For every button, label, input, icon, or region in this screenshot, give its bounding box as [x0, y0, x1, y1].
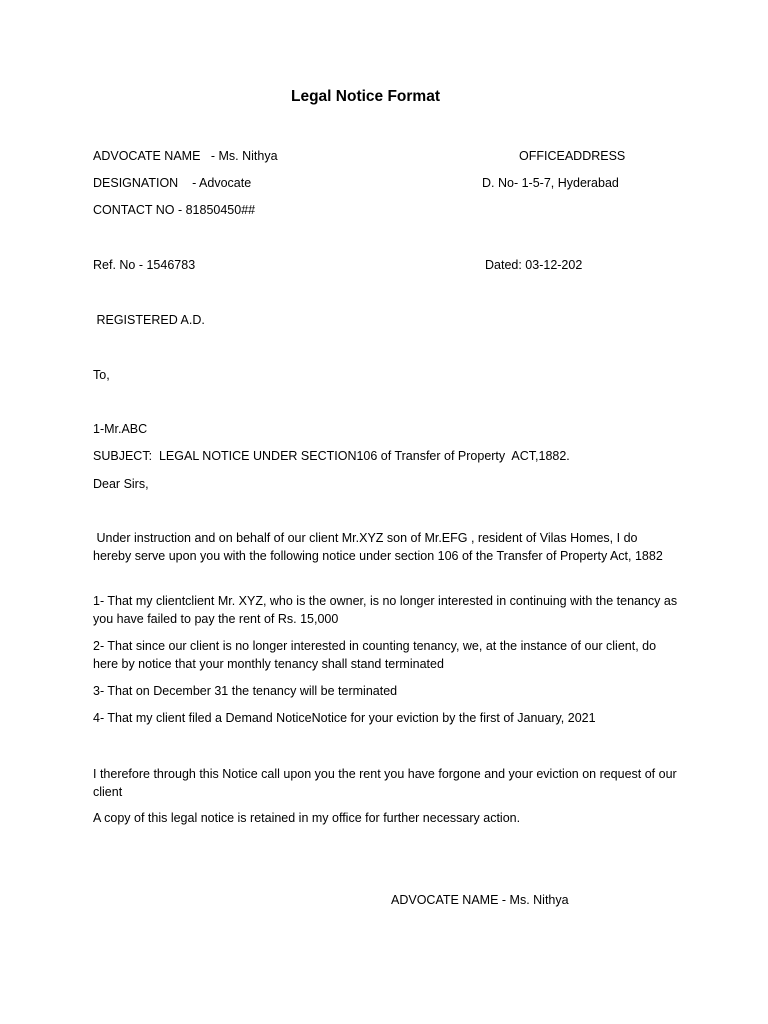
intro-paragraph: Under instruction and on behalf of our client Mr.XYZ son of Mr.EFG , resident of Vilas Homes, I do hereby serve upon you with the following notice under section 106 of the Transfer of Property Act, 1882	[93, 531, 663, 563]
subject-line: SUBJECT: LEGAL NOTICE UNDER SECTION106 of Transfer of Property ACT,1882.	[93, 449, 570, 463]
office-address: D. No- 1-5-7, Hyderabad	[482, 176, 619, 190]
point-3: 3- That on December 31 the tenancy will be terminated	[93, 684, 398, 698]
salutation: Dear Sirs,	[93, 477, 149, 491]
designation: DESIGNATION - Advocate	[93, 176, 252, 190]
point-1: 1- That my clientclient Mr. XYZ, who is the owner, is no longer interested in continuing with the tenancy as you have failed to pay the rent of Rs. 15,000	[93, 594, 678, 626]
date: Dated: 03-12-202	[485, 258, 583, 272]
contact-number: CONTACT NO - 81850450##	[93, 203, 256, 217]
point-2: 2- That since our client is no longer interested in counting tenancy, we, at the instance of our client, do here by notice that your monthly tenancy shall stand terminated	[93, 639, 657, 671]
recipient: 1-Mr.ABC	[93, 422, 148, 436]
signature: ADVOCATE NAME - Ms. Nithya	[391, 893, 569, 907]
closing-paragraph: I therefore through this Notice call upon you the rent you have forgone and your eviction on request of our client	[93, 767, 677, 799]
point-4: 4- That my client filed a Demand NoticeNotice for your eviction by the first of January, 2021	[93, 711, 596, 725]
document-title: Legal Notice Format	[291, 88, 440, 105]
office-address-label: OFFICEADDRESS	[519, 149, 626, 163]
registered-ad: REGISTERED A.D.	[93, 313, 205, 327]
advocate-name: ADVOCATE NAME - Ms. Nithya	[93, 149, 278, 163]
copy-note: A copy of this legal notice is retained in my office for further necessary action.	[93, 811, 521, 825]
to-label: To,	[93, 368, 110, 382]
reference-number: Ref. No - 1546783	[93, 258, 196, 272]
